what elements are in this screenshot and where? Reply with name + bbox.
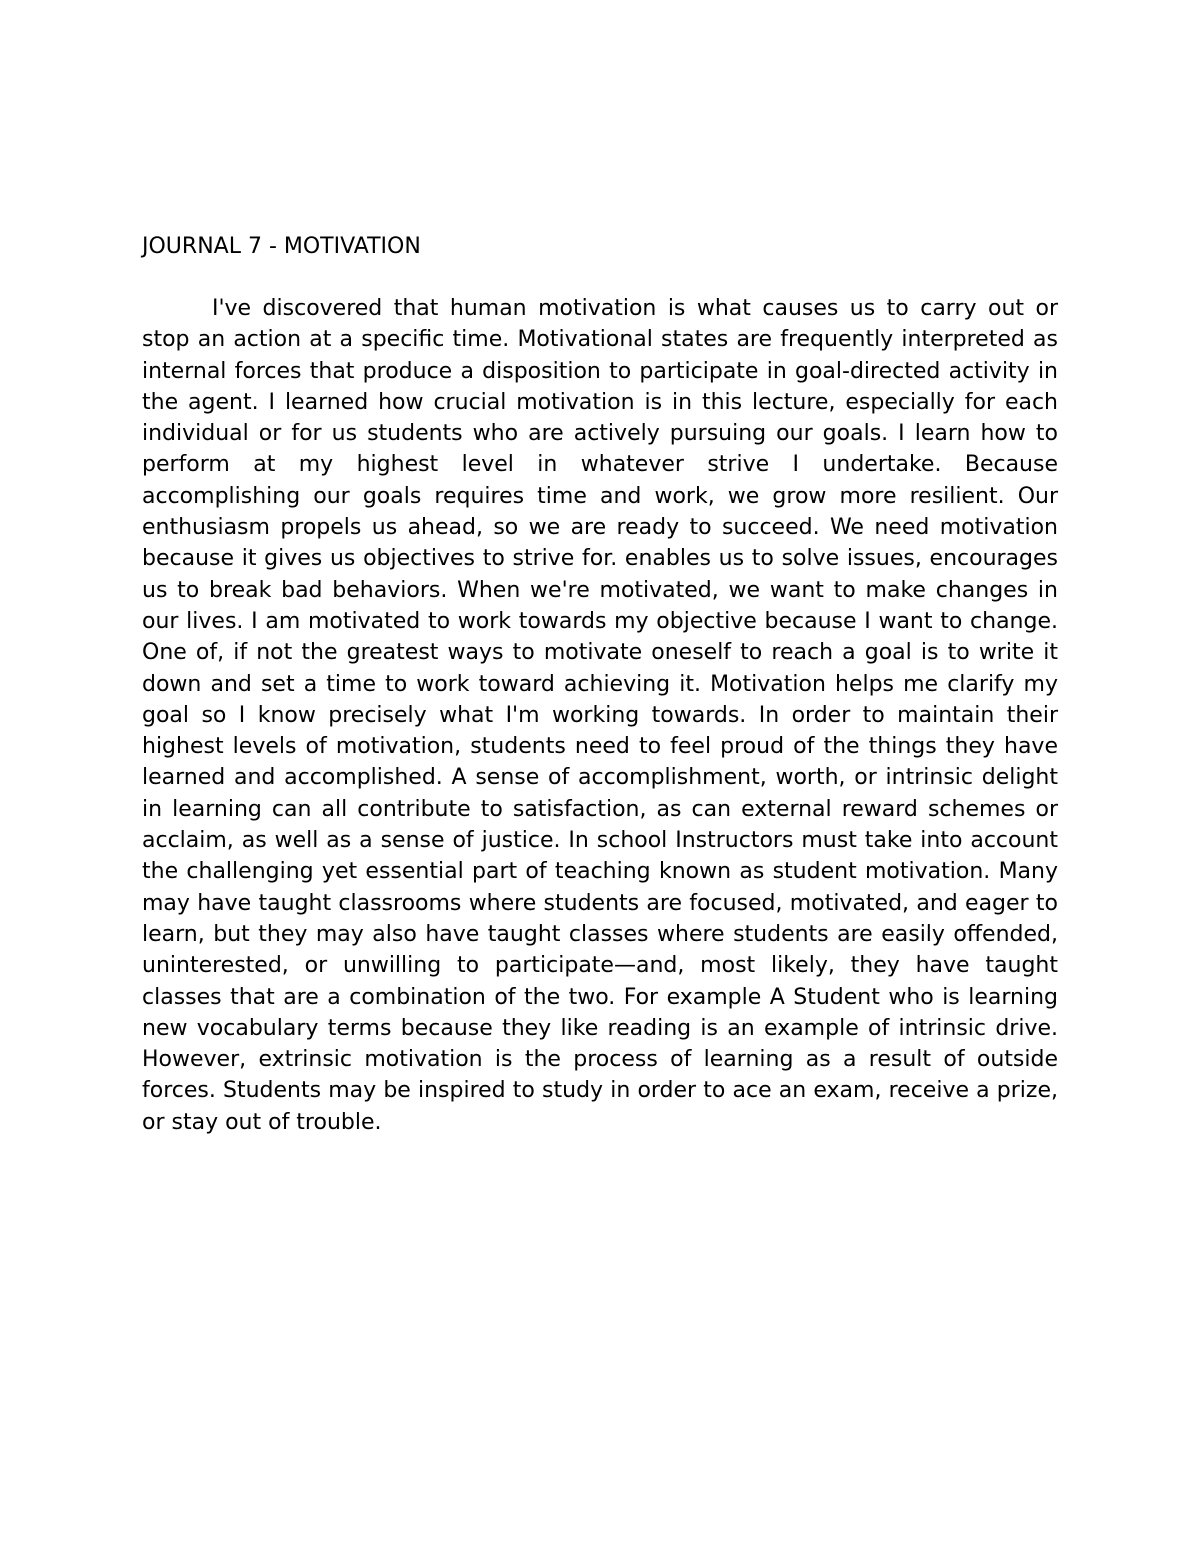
document-content: [142, 231, 1058, 1138]
journal-title: JOURNAL 7 - MOTIVATION: [142, 234, 421, 259]
journal-paragraph: I've discovered that human motivation is what causes us to carry out or stop an action at a specific time. Motivational states are frequently interpreted as internal forces that produce a disposition to participate in goal-directed activity in the agent. I learned how crucial motivation is in this lecture, especially for each individual or for us students who are actively pursuing our goals. I learn how to perform at my highest level in whatever strive I undertake. Because accomplishing our goals requires time and work, we grow more resilient. Our enthusiasm propels us ahead, so we are ready to succeed. We need motivation because it gives us objectives to strive for. enables us to solve issues, encourages us to break bad behaviors. When we're motivated, we want to make changes in our lives. I am motivated to work towards my objective because I want to change. One of, if not the greatest ways to motivate oneself to reach a goal is to write it down and set a time to work toward achieving it. Motivation helps me clarify my goal so I know precisely what I'm working towards. In order to maintain their highest levels of motivation, students need to feel proud of the things they have learned and accomplished. A sense of accomplishment, worth, or intrinsic delight in learning can all contribute to satisfaction, as can external reward schemes or acclaim, as well as a sense of justice. In school Instructors must take into account the challenging yet essential part of teaching known as student motivation. Many may have taught classrooms where students are focused, motivated, and eager to learn, but they may also have taught classes where students are easily offended, uninterested, or unwilling to participate—and, most likely, they have taught classes that are a combination of the two. For example A Student who is learning new vocabulary terms because they like reading is an example of intrinsic drive. However, extrinsic motivation is the process of learning as a result of outside forces. Students may be inspired to study in order to ace an exam, receive a prize, or stay out of trouble.: [142, 296, 1058, 1135]
